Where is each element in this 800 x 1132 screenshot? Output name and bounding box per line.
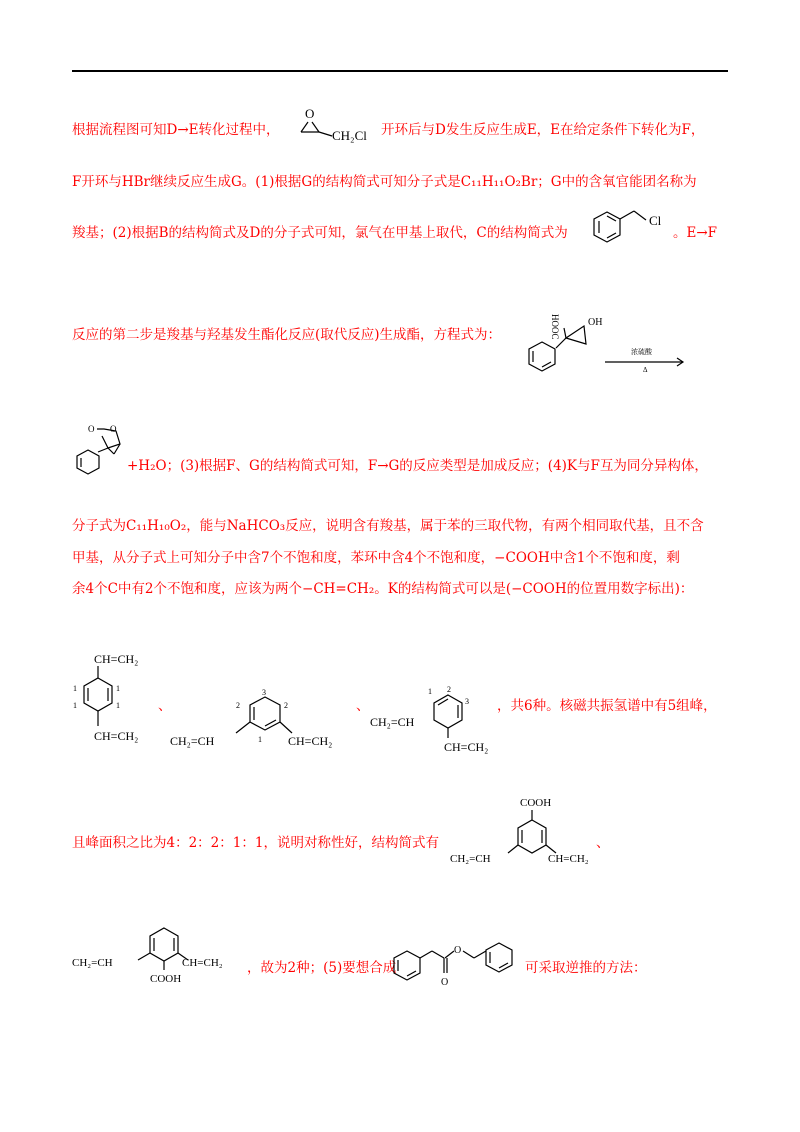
hydroxy-acid-structure (520, 296, 610, 374)
s4-right-vinyl: CH=CH₂ (548, 853, 589, 865)
symmetric-isomer-2 (72, 920, 247, 990)
benzyl-chloride-structure (592, 208, 682, 250)
s3-left-vinyl: CH₂=CH (370, 715, 415, 729)
text-line-11: ，故为2种；(5)要想合成 (247, 960, 397, 976)
s1-num-a: 1 (73, 684, 77, 693)
s1-num-d: 1 (116, 701, 120, 710)
text-line-11b: 可采取逆推的方法： (525, 960, 647, 976)
ester-o-carbonyl: O (441, 977, 449, 988)
s5-cooh: COOH (150, 973, 182, 985)
comma-2: 、 (356, 698, 370, 714)
text-line-10: 且峰面积之比为4：2：2：1：1，说明对称性好，结构简式有 (72, 835, 439, 851)
text-line-2: F开环与HBr继续反应生成G。(1)根据G的结构简式可知分子式是C₁₁H₁₁O₂Br；G中的含氧官能团名称为 (72, 174, 697, 190)
symmetric-isomer-1 (450, 790, 610, 870)
s4-left-vinyl: CH₂=CH (450, 853, 491, 865)
text-line-9: ，共6种。核磁共振氢谱中有5组峰， (497, 698, 717, 714)
comma-3: 、 (596, 835, 610, 851)
header-rule (72, 70, 728, 72)
s2-num-2a: 2 (236, 701, 240, 710)
s1-num-b: 1 (116, 684, 120, 693)
benzyl-cl-label: Cl (649, 213, 662, 228)
s2-right-vinyl: CH=CH₂ (288, 734, 333, 748)
s4-cooh: COOH (520, 797, 552, 809)
s1-top-vinyl: CH=CH₂ (94, 652, 139, 666)
text-line-7: 甲基，从分子式上可知分子中含7个不饱和度，苯环中含4个不饱和度，−COOH中含1个不饱和度，剩 (72, 550, 680, 566)
reaction-arrow (603, 345, 688, 375)
isomer-structure-3 (370, 682, 505, 754)
s2-num-1: 1 (258, 735, 262, 744)
s3-num-1: 1 (428, 687, 432, 696)
text-line-4: 反应的第二步是羧基与羟基发生酯化反应(取代反应)生成酯，方程式为： (72, 327, 502, 343)
text-line-3b: 。E→F (673, 225, 718, 241)
s2-num-3: 3 (262, 688, 266, 697)
s2-left-vinyl: CH₂=CH (170, 734, 215, 748)
s5-left-vinyl: CH₂=CH (72, 957, 113, 969)
comma-1: 、 (158, 698, 172, 714)
epichlorohydrin-structure (296, 100, 381, 145)
s3-num-2: 2 (447, 685, 451, 694)
isomer-structure-1 (70, 648, 170, 753)
target-ester-structure (392, 935, 522, 995)
s1-num-c: 1 (73, 701, 77, 710)
lactone-structure (72, 418, 132, 478)
s1-bottom-vinyl: CH=CH₂ (94, 729, 139, 743)
s2-num-2b: 2 (284, 701, 288, 710)
arrow-top-label: 浓硫酸 (631, 348, 652, 356)
lactone-o1-label: O (88, 424, 95, 434)
text-line-1b: 开环后与D发生反应生成E，E在给定条件下转化为F， (381, 122, 705, 138)
hooc-label: HOOC (550, 314, 560, 340)
lactone-o2-label: O (110, 424, 117, 434)
text-line-8: 余4个C中有2个不饱和度，应该为两个−CH=CH₂。K的结构简式可以是(−COOH的位置用数字标出)： (72, 581, 694, 597)
oh-label: OH (588, 317, 603, 328)
ester-o-bridge: O (454, 945, 462, 956)
text-line-6: 分子式为C₁₁H₁₀O₂，能与NaHCO₃反应，说明含有羧基，属于苯的三取代物，有两个相同取代基，且不含 (72, 518, 704, 534)
s5-right-vinyl: CH=CH₂ (182, 957, 223, 969)
epox-o-label: O (305, 106, 315, 121)
epox-ch2cl-label: CH₂Cl (332, 128, 367, 143)
text-line-1a: 根据流程图可知D→E转化过程中， (72, 122, 280, 138)
arrow-bottom-label: Δ (643, 366, 648, 374)
isomer-structure-2 (170, 685, 360, 750)
text-line-5: +H₂O；(3)根据F、G的结构简式可知，F→G的反应类型是加成反应；(4)K与F互为同分异构体， (127, 458, 708, 474)
s3-num-3: 3 (465, 697, 469, 706)
text-line-3a: 羧基；(2)根据B的结构简式及D的分子式可知，氯气在甲基上取代，C的结构简式为 (72, 225, 568, 241)
s3-bottom-vinyl: CH=CH₂ (444, 740, 489, 754)
